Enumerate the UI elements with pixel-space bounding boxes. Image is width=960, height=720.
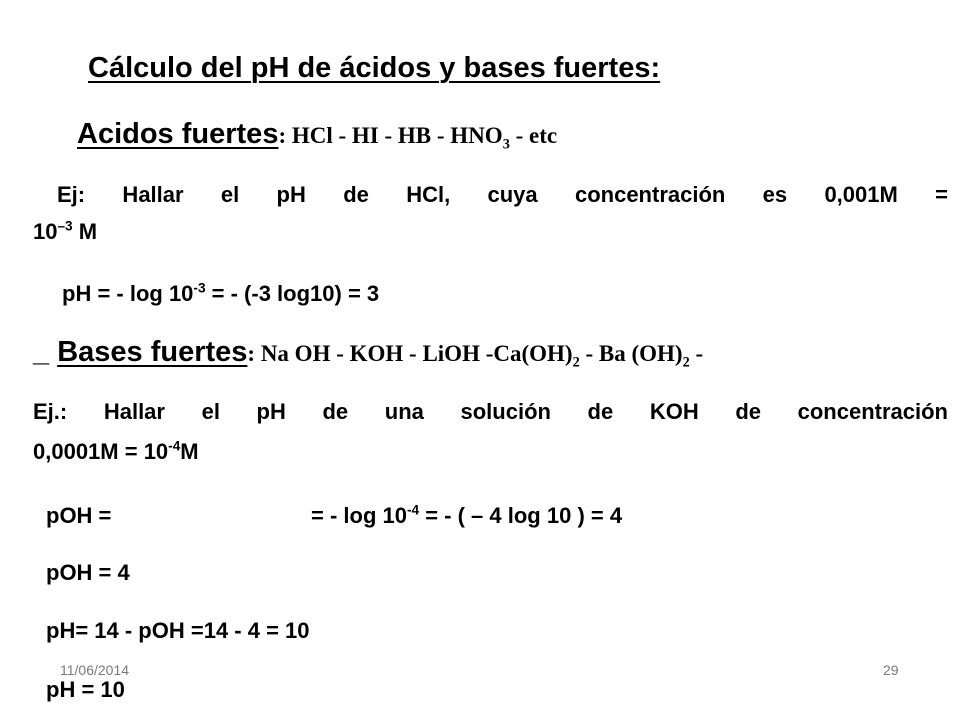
base-example-line2: $0,0001M = 10^{-4}M$ [33, 438, 199, 464]
bases-heading: Bases fuertes [57, 336, 248, 368]
poh-calc: = - $\log 10^{-4}$ = - ( – 4 log 10 ) = 4 [311, 502, 623, 528]
footer-page-number: 29 [883, 662, 899, 678]
poh-label: pOH = [46, 503, 112, 528]
bases-line: _ Bases fuertes: Na OH - KOH - LiOH $-Ca(OH)_2$ - Ba $(OH)_2$ - [33, 336, 704, 371]
acid-ph-calc: pH = - $\log 10^{-3}$ = - (-3 log10) = 3 [62, 280, 380, 306]
ph-calc: pH= 14 - pOH =14 - 4 = 10 [46, 618, 310, 643]
acids-list: : HCl - HI - HB - $HNO_3$ - etc [278, 123, 558, 153]
slide-title: Cálculo del pH de ácidos y bases fuertes: [88, 52, 661, 84]
bases-list: : Na OH - KOH - LiOH $-Ca(OH)_2$ - Ba $(OH)_2$ - [247, 341, 704, 371]
acid-example-line2: $10^{-3}$ M [33, 218, 98, 244]
ph-result: pH = 10 [46, 677, 125, 702]
acids-heading: Acidos fuertes [77, 118, 279, 150]
footer-date: 11/06/2014 [60, 662, 130, 678]
poh-result: pOH = 4 [46, 560, 130, 585]
acids-line [77, 118, 557, 151]
base-example-line1: Ej.: Hallar el pH de una solución de KOH de concentración [33, 399, 948, 424]
acid-example-line1: Ej: Hallar el pH de HCl, cuya concentración es 0,001M = [57, 182, 948, 207]
